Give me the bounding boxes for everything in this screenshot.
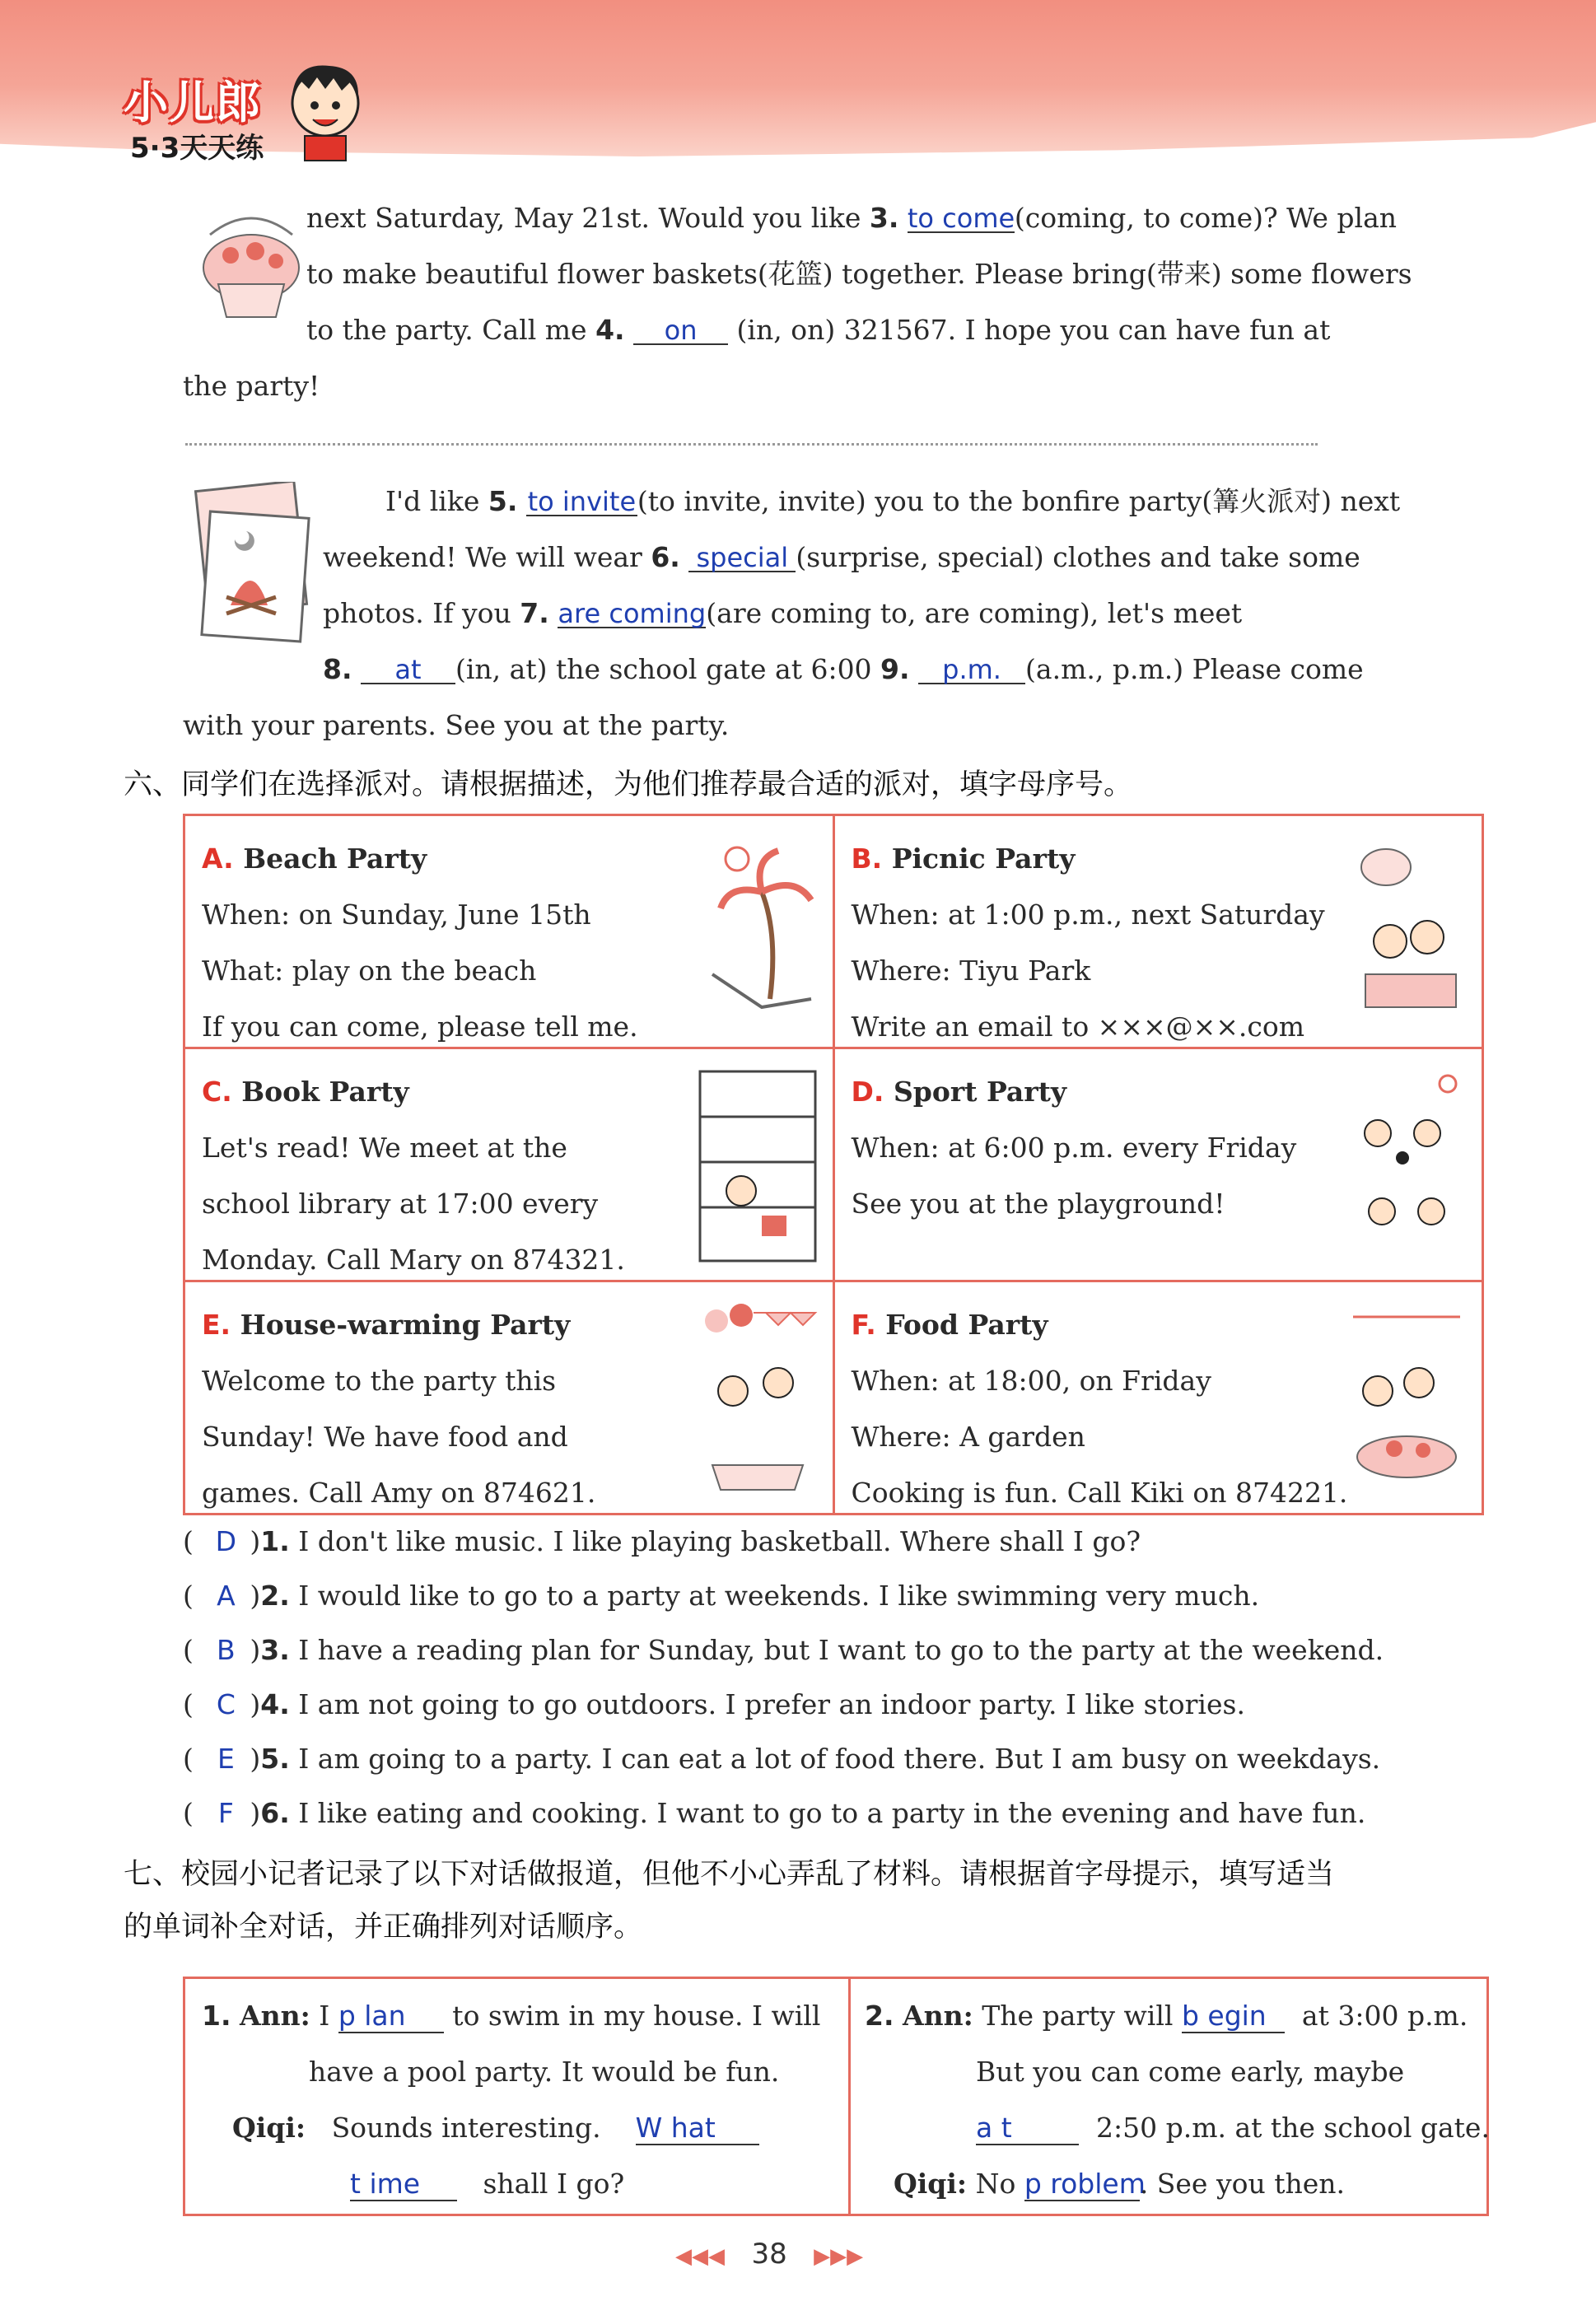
sport-icon [1345,1067,1468,1265]
dialog2-line1: 2. Ann: The party will b egin at 3:00 p.m. [865,2000,1468,2032]
party-card-c: C. Book Party Let's read! We meet at the school library at 17:00 every Monday. Call Mary on 874321. [184,1048,834,1281]
prev-arrows-icon: ◀◀◀ [675,2244,725,2269]
dialog1-line2: have a pool party. It would be fun. [309,2056,780,2088]
series-name: 5·3天天练 [130,132,264,165]
answer-letter: D [215,1525,237,1557]
question-row: ( C )4. I am not going to go outdoors. I prefer an indoor party. I like stories. [183,1688,1245,1720]
next-arrows-icon: ▶▶▶ [814,2244,864,2269]
party-card-b: B. Picnic Party When: at 1:00 p.m., next Saturday Where: Tiyu Park Write an email to ×××@××.com [833,815,1483,1048]
flower-basket-icon [194,202,309,334]
passage2-line3: photos. If you 7. are coming(are coming to, are coming), let's meet [323,597,1243,629]
passage1-line4: the party! [183,370,320,402]
passage2-line1: I'd like 5. to invite(to invite, invite) you to the bonfire party(篝火派对) next [385,485,1401,517]
answer-letter: A [217,1580,236,1612]
question-row: ( D )1. I don't like music. I like playing basketball. Where shall I go? [183,1525,1141,1557]
page-number: 38 [751,2238,787,2271]
party-card-a: A. Beach Party When: on Sunday, June 15th What: play on the beach If you can come, please tell me. [184,815,834,1048]
party-card-f: F. Food Party When: at 18:00, on Friday Where: A garden Cooking is fun. Call Kiki on 874221. [833,1281,1483,1515]
picnic-icon [1345,834,1468,1024]
section7-title-line1: 七、校园小记者记录了以下对话做报道，但他不小心弄乱了材料。请根据首字母提示，填写适当 [124,1858,1335,1891]
section6-title: 六、同学们在选择派对。请根据描述，为他们推荐最合适的派对，填字母序号。 [124,768,1133,801]
fill-blank: lan [364,2000,406,2032]
question-row: ( A )2. I would like to go to a party at weekends. I like swimming very much. [183,1580,1260,1612]
party-name: Food Party [885,1309,1048,1341]
dialog1-line3: Qiqi: Sounds interesting. W hat [232,2112,759,2145]
party-name: Sport Party [893,1076,1067,1108]
party-card-d: D. Sport Party When: at 6:00 p.m. every Friday See you at the playground! [833,1048,1483,1281]
party-name: Beach Party [243,842,427,875]
passage2-line2: weekend! We will wear 6. special (surprise, special) clothes and take some [323,541,1360,573]
dialog2-line2: But you can come early, maybe [976,2056,1405,2088]
bonfire-photos-icon [185,482,317,671]
answer-letter: C [216,1688,236,1720]
fill-blank: hat [670,2112,716,2144]
passage1-line1: next Saturday, May 21st. Would you like 3. to come(coming, to come)? We plan [306,202,1398,234]
passage2-line5: with your parents. See you at the party. [183,709,730,741]
section7-title-line2: 的单词补全对话，并正确排列对话顺序。 [124,1911,643,1944]
beach-icon [704,834,819,1024]
party-table [183,814,1484,1515]
answer-letter: B [217,1634,236,1666]
answer-blank-6: special [688,544,796,572]
dotted-divider [185,443,1318,446]
dialog1-line1: 1. Ann: I p lan to swim in my house. I will [202,2000,821,2032]
fill-blank: roblem [1050,2168,1146,2200]
dialog1-line4: t ime shall I go? [350,2168,625,2200]
library-icon [696,1067,819,1265]
passage1-line2: to make beautiful flower baskets(花篮) together. Please bring(带来) some flowers [306,258,1412,290]
dialog2-line3: a t 2:50 p.m. at the school gate. [976,2112,1490,2144]
dialog-divider [848,1979,851,2214]
fill-blank: ime [369,2168,421,2200]
mascot-boy-icon [280,58,371,165]
answer-letter: E [217,1743,235,1775]
page-number-bar [675,2238,863,2271]
party-name: Picnic Party [891,842,1076,875]
answer-blank-7: are coming [558,598,707,629]
answer-blank-8: at [361,656,455,684]
dialog-box [183,1977,1489,2216]
dialog2-line4: Qiqi: No p roblem. See you then. [894,2168,1345,2200]
question-row: ( B )3. I have a reading plan for Sunday, but I want to go to the party at the weekend. [183,1634,1384,1666]
answer-blank-5: to invite [527,486,637,517]
answer-blank-3: to come [907,203,1015,234]
passage1-line3: to the party. Call me 4. on (in, on) 321567. I hope you can have fun at [306,314,1331,346]
answer-letter: F [217,1797,234,1829]
fill-blank: egin [1207,2000,1267,2032]
passage2-line4: 8. at (in, at) the school gate at 6:00 9. p.m. (a.m., p.m.) Please come [323,653,1364,685]
fill-blank: t [1001,2112,1012,2144]
brand-logo: 小儿郎 [124,77,262,128]
question-row: ( F )6. I like eating and cooking. I want to go to a party in the evening and have fun. [183,1797,1366,1829]
question-row: ( E )5. I am going to a party. I can eat a lot of food there. But I am busy on weekdays. [183,1743,1381,1775]
party-card-e: E. House-warming Party Welcome to the party this Sunday! We have food and games. Call Amy on 874621. [184,1281,834,1515]
housewarming-icon [696,1300,819,1498]
food-party-icon [1345,1300,1468,1498]
answer-blank-9: p.m. [918,656,1025,684]
party-name: House-warming Party [240,1309,571,1341]
answer-blank-4: on [633,317,728,345]
party-name: Book Party [241,1076,409,1108]
